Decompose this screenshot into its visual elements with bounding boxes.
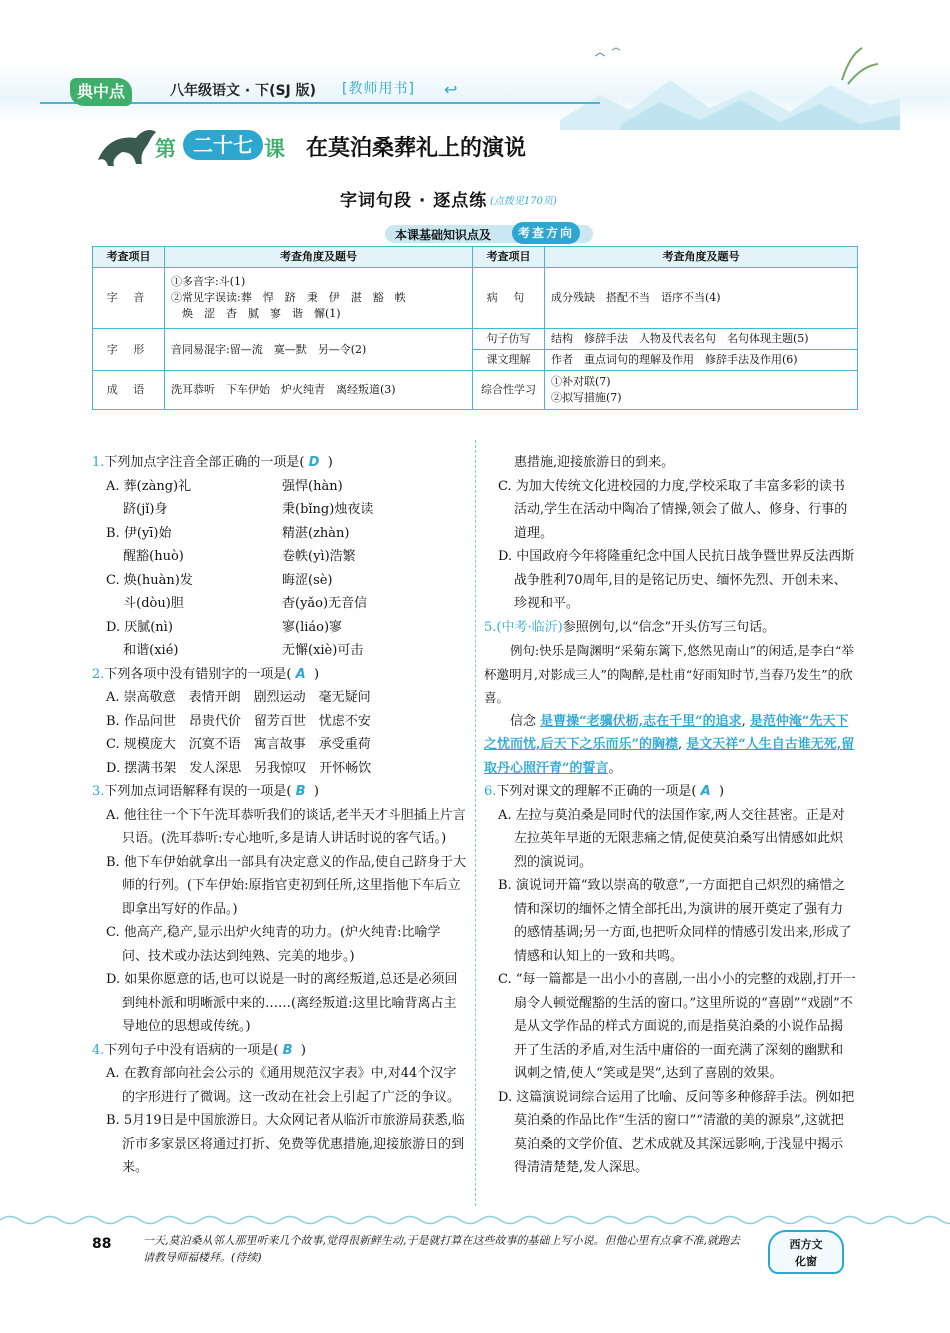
- table-cell-category: 课文理解: [473, 350, 545, 371]
- right-column: [484, 451, 856, 1180]
- table-cell-category: 字 音: [93, 268, 165, 329]
- option-text: 跻(jǐ)身: [106, 502, 168, 517]
- option-text: C. 规模庞大 沉寞不语 寓言故事 承受重荷: [106, 737, 371, 752]
- lesson-suffix: 课: [264, 137, 285, 161]
- option-continuation: 惠措施,迎接旅游日的到来。: [514, 455, 675, 470]
- answer-mark: A: [295, 666, 306, 682]
- paren-close: ): [313, 666, 320, 682]
- option-text: B. 作品问世 昂贵代价 留芳百世 忧虑不安: [106, 713, 371, 729]
- table-line: ②拟写措施(7): [551, 391, 622, 404]
- table-cell: 洗耳恭听 下车伊始 炉火纯青 离经叛道(3): [165, 371, 473, 410]
- option-text: 晦涩(sè): [282, 572, 333, 588]
- answer-fill-3: 是文天祥“人生自古谁无死,留取丹心照汗青”的誓言: [484, 737, 855, 776]
- table-header: 考查角度及题号: [545, 247, 858, 268]
- table-cell-category: 句子仿写: [473, 329, 545, 350]
- option-text: C. 他高产,稳产,显示出炉火纯青的功力。(炉火纯青:比喻学问、技术或办法达到纯熟、完美的地步。): [106, 925, 441, 964]
- table-line: ①补对联(7): [551, 375, 611, 388]
- section-title: 字词句段 · 逐点练: [340, 191, 488, 211]
- question-stem: 下列各项中没有错别字的一项是(: [104, 666, 292, 682]
- question-2: [92, 663, 466, 687]
- option-text: A. 他往往一个下午洗耳恭听我们的谈话,老半天才斗胆插上片言只语。(洗耳恭听:专心地听,多是请人讲话时说的客气话。): [106, 807, 466, 846]
- option-text: B. 伊(yī)始: [106, 525, 172, 541]
- answer-mark: B: [282, 1042, 293, 1058]
- option-text: D. 如果你愿意的话,也可以说是一时的离经叛道,总还是必须回到纯朴派和明晰派中来的……(离经叛道:这里比喻背离占主导地位的思想或传统。): [106, 972, 458, 1034]
- table-row: [93, 268, 858, 329]
- footer-wave-rule: [0, 1213, 950, 1227]
- left-column: [92, 451, 466, 1175]
- question-number: 1.: [92, 455, 105, 470]
- question-number: 6.: [484, 784, 497, 799]
- table-line: ①多音字:斗(1): [171, 275, 246, 288]
- horse-icon: [92, 120, 162, 168]
- answer-fill-1: 是曹操“老骥伏枥,志在千里”的追求: [540, 713, 742, 729]
- lesson-title: 在莫泊桑葬礼上的演说: [306, 135, 527, 161]
- question-number: 5.: [484, 619, 497, 635]
- question-source: (中考·临沂): [496, 619, 563, 635]
- paren-close: ): [327, 455, 333, 470]
- table-header: 考查项目: [93, 247, 165, 268]
- option-text: D. 这篇演说词综合运用了比喻、反问等多种修辞手法。例如把莫泊桑的作品比作“生活的窗口”“清澈的美的源泉”,这就把莫泊桑的文学价值、艺术成就及其深远影响,于浅显中揭示得清清楚楚,发人深思。: [498, 1089, 855, 1175]
- table-cell: 作者 重点词句的理解及作用 修辞手法及作用(6): [545, 350, 858, 371]
- option-text: 杳(yǎo)无音信: [282, 596, 368, 611]
- footer-story: 一天,莫泊桑从邻人那里听来几个故事,觉得很新鲜生动,于是就打算在这些故事的基础上写小说。但他心里有点拿不准,就跑去请教导师福楼拜。(待续): [143, 1234, 740, 1264]
- table-cell: 结构 修辞手法 人物及代表名句 名句体现主题(5): [545, 329, 858, 350]
- option-text: A. 左拉与莫泊桑是同时代的法国作家,两人交往甚密。正是对左拉英年早逝的无限悲痛之情,促使莫泊桑写出情感如此炽烈的演说词。: [498, 807, 845, 870]
- question-number: 2.: [92, 666, 105, 682]
- answer-mark: B: [295, 784, 306, 799]
- option-text: 无懈(xiè)可击: [282, 643, 364, 658]
- option-text: 斗(dòu)胆: [106, 596, 184, 611]
- landscape-decoration: [560, 40, 900, 130]
- option-text: 卷帙(yì)浩繁: [282, 549, 356, 564]
- question-6: [484, 780, 856, 804]
- option-text: 醒豁(huò): [106, 549, 184, 564]
- answer-mark: D: [308, 455, 320, 470]
- question-1: [92, 451, 466, 475]
- table-line: 焕 涩 杳 腻 寥 谐 懈(1): [171, 307, 341, 320]
- paren-close: ): [300, 1042, 306, 1058]
- table-cell: [545, 371, 858, 410]
- lesson-number: 二十七: [183, 130, 263, 160]
- table-header: 考查角度及题号: [165, 247, 473, 268]
- table-cell: 成分残缺 搭配不当 语序不当(4): [545, 268, 858, 329]
- table-cell-category: 字 形: [93, 329, 165, 371]
- badge-line-1: 西方文: [789, 1238, 823, 1251]
- answer-lead: 信念: [510, 713, 537, 729]
- question-number: 3.: [92, 784, 105, 799]
- option-text: B. 他下车伊始就拿出一部具有决定意义的作品,使自己跻身于大师的行列。(下车伊始:原指官吏初到任所,这里指他下车后立即拿出写好的作品。): [106, 854, 466, 917]
- question-number: 4.: [92, 1042, 105, 1058]
- table-line: ②常见字误读:葬 悍 跻 秉 伊 湛 豁 帙: [171, 291, 406, 304]
- q1-options: [92, 475, 466, 663]
- question-4: [92, 1039, 466, 1063]
- table-header-row: [93, 247, 858, 268]
- paren-close: ): [718, 784, 725, 799]
- option-text: C. 焕(huàn)发: [106, 572, 193, 588]
- option-text: D. 厌腻(nì): [106, 619, 173, 635]
- banner-badge: 考查方向: [512, 222, 580, 244]
- teacher-edition-tag: [教师用书]: [342, 81, 415, 97]
- option-text: C. 为加大传统文化进校园的力度,学校采取了丰富多彩的读书活动,学生在活动中陶冶了情操,领会了做人、修身、行事的道理。: [498, 478, 848, 541]
- question-stem: 下列加点词语解释有误的一项是(: [104, 784, 292, 799]
- option-text: B. 演说词开篇“致以崇高的敬意”,一方面把自己炽烈的痛惜之情和深切的缅怀之情全部托出,为演讲的展开奠定了强有力的感情基调;另一方面,也把听众同样的情感引发出来,形成了情感和认知上的一致和共鸣。: [498, 878, 852, 964]
- answer-reference: (点拨见170页): [490, 196, 557, 207]
- table-cell-category: 综合性学习: [473, 371, 545, 410]
- question-5: [484, 616, 856, 640]
- western-culture-badge: [768, 1230, 844, 1274]
- question-stem: 下列加点字注音全部正确的一项是(: [104, 455, 305, 470]
- lesson-prefix: 第: [155, 137, 176, 161]
- option-text: 强悍(hàn): [282, 478, 343, 494]
- return-arrow-icon: ↩: [444, 80, 458, 99]
- table-cell: 音同易混字:留—流 寞—默 另—令(2): [165, 329, 473, 371]
- question-stem: 下列对课文的理解不正确的一项是(: [496, 784, 697, 799]
- table-cell: [165, 268, 473, 329]
- question-stem: 下列句子中没有语病的一项是(: [104, 1042, 279, 1058]
- option-text: 精湛(zhàn): [282, 525, 350, 541]
- table-header: 考查项目: [473, 247, 545, 268]
- column-divider: [475, 440, 476, 1206]
- banner-label: 本课基础知识点及: [395, 228, 492, 242]
- option-text: D. 摆满书架 发人深思 另我惊叹 开怀畅饮: [106, 760, 372, 776]
- knowledge-table: [92, 246, 858, 410]
- option-text: A. 在教育部向社会公示的《通用规范汉字表》中,对44个汉字的字形进行了微调。这一改动在社会上引起了广泛的争议。: [106, 1066, 461, 1105]
- option-text: B. 5月19日是中国旅游日。大众网记者从临沂市旅游局获悉,临沂市多家景区将通过打折、免费等优惠措施,迎接旅游日的到来。: [106, 1113, 465, 1175]
- option-text: A. 葬(zàng)礼: [106, 478, 192, 494]
- option-text: 秉(bǐng)烛夜读: [282, 502, 374, 517]
- badge-line-2: 化窗: [795, 1255, 817, 1268]
- option-text: C. “每一篇都是一出小小的喜剧,一出小小的完整的戏剧,打开一扇令人顿觉醒豁的生活的窗口。”这里所说的“喜剧”“戏剧”不是从文学作品的样式方面说的,而是指莫泊桑的小说作品揭开了生活的矛盾,对生活中庸俗的一面充满了深刻的幽默和讽刺之情,使人“笑或是哭”,达到了喜剧的效果。: [498, 972, 856, 1081]
- question-3: [92, 780, 466, 804]
- option-text: D. 中国政府今年将隆重纪念中国人民抗日战争暨世界反法西斯战争胜利70周年,目的是铭记历史、缅怀先烈、开创未来、珍视和平。: [498, 549, 855, 611]
- paren-close: ): [313, 784, 319, 799]
- table-cell-category: 成 语: [93, 371, 165, 410]
- table-row: [93, 329, 858, 350]
- option-text: A. 崇高敬意 表情开朗 剧烈运动 毫无疑问: [106, 690, 371, 705]
- page-number: 88: [92, 1236, 112, 1252]
- brand-logo: 典中点: [70, 78, 132, 106]
- table-cell-category: 病 句: [473, 268, 545, 329]
- option-text: 寥(liáo)寥: [282, 619, 343, 635]
- table-row: [93, 371, 858, 410]
- answer-fill-2: 是范仲淹“先天下之忧而忧,后天下之乐而乐”的胸襟: [484, 713, 849, 752]
- question-stem: 参照例句,以“信念”开头仿写三句话。: [562, 619, 776, 635]
- q5-answer: 信念 是曹操“老骥伏枥,志在千里”的追求, 是范仲淹“先天下之忧而忧,后天下之乐而乐”的胸襟, 是文天祥“人生自古谁无死,留取丹心照汗青”的誓言。: [484, 713, 855, 776]
- book-title: 八年级语文 · 下(SJ 版): [170, 83, 317, 99]
- example-sentence: 例句:快乐是陶渊明“采菊东篱下,悠然见南山”的闲适,是李白“举杯邀明月,对影成三人”的陶醉,是杜甫“好雨知时节,当春乃发生”的欣喜。: [484, 643, 854, 705]
- answer-mark: A: [700, 784, 711, 799]
- option-text: 和谐(xié): [106, 643, 179, 658]
